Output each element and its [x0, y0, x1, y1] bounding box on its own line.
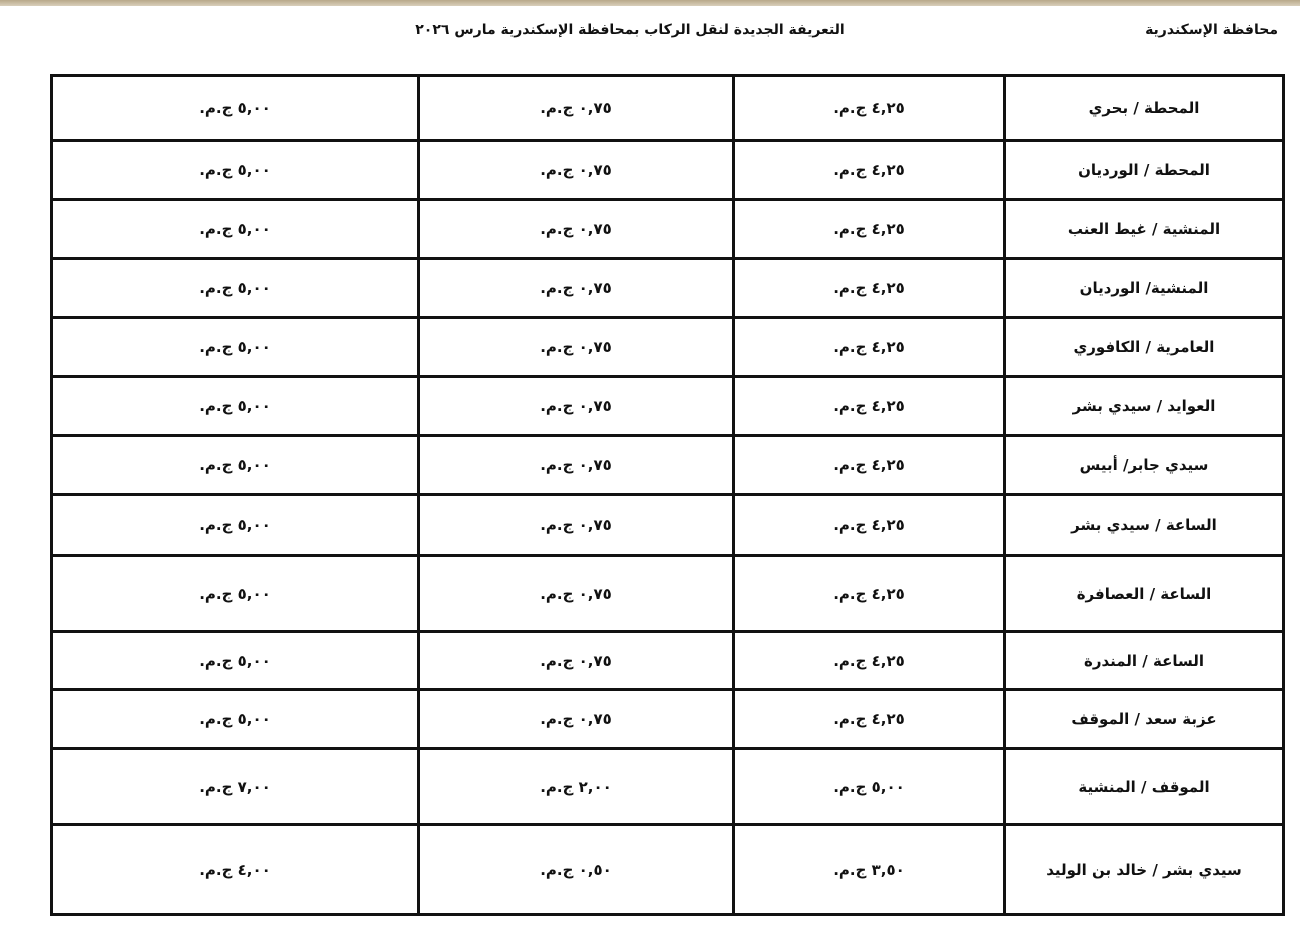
fare-cell: ٠,٥٠ ج.م. — [419, 825, 734, 915]
fare-cell: ٤,٢٥ ج.م. — [734, 318, 1005, 377]
fare-cell: ٠,٧٥ ج.م. — [419, 495, 734, 556]
route-cell: الساعة / المندرة — [1005, 632, 1284, 690]
table-row — [52, 495, 1284, 556]
table-row — [52, 556, 1284, 632]
fare-cell: ٠,٧٥ ج.م. — [419, 436, 734, 495]
fare-cell: ٠,٧٥ ج.م. — [419, 556, 734, 632]
fare-cell: ٥,٠٠ ج.م. — [52, 436, 419, 495]
fare-cell: ٤,٢٥ ج.م. — [734, 377, 1005, 436]
fare-cell: ٠,٧٥ ج.م. — [419, 632, 734, 690]
fare-cell: ٠,٧٥ ج.م. — [419, 318, 734, 377]
table-row — [52, 200, 1284, 259]
route-cell: عزبة سعد / الموقف — [1005, 690, 1284, 749]
fare-cell: ٧,٠٠ ج.م. — [52, 749, 419, 825]
fare-cell: ٥,٠٠ ج.م. — [52, 76, 419, 141]
fare-cell: ٢,٠٠ ج.م. — [419, 749, 734, 825]
fare-cell: ٤,٢٥ ج.م. — [734, 200, 1005, 259]
fare-cell: ٥,٠٠ ج.م. — [52, 200, 419, 259]
fare-cell: ٤,٢٥ ج.م. — [734, 259, 1005, 318]
table-row — [52, 76, 1284, 141]
fare-cell: ٥,٠٠ ج.م. — [52, 318, 419, 377]
table-row — [52, 825, 1284, 915]
table-row — [52, 259, 1284, 318]
fare-cell: ٤,٢٥ ج.م. — [734, 141, 1005, 200]
document-title: التعريفة الجديدة لنقل الركاب بمحافظة الإسكندرية مارس ٢٠٢٦ — [415, 22, 845, 38]
fare-cell: ٠,٧٥ ج.م. — [419, 377, 734, 436]
route-cell: العامرية / الكافوري — [1005, 318, 1284, 377]
fare-cell: ٠,٧٥ ج.م. — [419, 259, 734, 318]
fare-cell: ٣,٥٠ ج.م. — [734, 825, 1005, 915]
fare-cell: ٥,٠٠ ج.م. — [52, 556, 419, 632]
fare-cell: ٠,٧٥ ج.م. — [419, 200, 734, 259]
route-cell: الموقف / المنشية — [1005, 749, 1284, 825]
table-row — [52, 632, 1284, 690]
table-row — [52, 318, 1284, 377]
route-cell: المحطة / بحري — [1005, 76, 1284, 141]
route-cell: الساعة / سيدي بشر — [1005, 495, 1284, 556]
route-cell: سيدي جابر/ أبيس — [1005, 436, 1284, 495]
route-cell: الساعة / العصافرة — [1005, 556, 1284, 632]
fare-cell: ٥,٠٠ ج.م. — [52, 632, 419, 690]
fare-cell: ٥,٠٠ ج.م. — [734, 749, 1005, 825]
governorate-label: محافظة الإسكندرية — [1145, 22, 1278, 38]
fare-cell: ٥,٠٠ ج.م. — [52, 259, 419, 318]
fare-cell: ٥,٠٠ ج.م. — [52, 495, 419, 556]
table-row — [52, 690, 1284, 749]
route-cell: المحطة / الورديان — [1005, 141, 1284, 200]
fare-cell: ٤,٠٠ ج.م. — [52, 825, 419, 915]
route-cell: سيدي بشر / خالد بن الوليد — [1005, 825, 1284, 915]
fare-cell: ٤,٢٥ ج.م. — [734, 495, 1005, 556]
fare-cell: ٠,٧٥ ج.م. — [419, 76, 734, 141]
fare-cell: ٤,٢٥ ج.م. — [734, 690, 1005, 749]
fare-cell: ٤,٢٥ ج.م. — [734, 76, 1005, 141]
fare-table — [50, 74, 1285, 916]
fare-cell: ٠,٧٥ ج.م. — [419, 141, 734, 200]
fare-cell: ٥,٠٠ ج.م. — [52, 690, 419, 749]
top-border-band — [0, 0, 1300, 6]
route-cell: المنشية / غيط العنب — [1005, 200, 1284, 259]
fare-cell: ٥,٠٠ ج.م. — [52, 377, 419, 436]
fare-cell: ٤,٢٥ ج.م. — [734, 556, 1005, 632]
fare-cell: ٥,٠٠ ج.م. — [52, 141, 419, 200]
table-row — [52, 141, 1284, 200]
table-row — [52, 749, 1284, 825]
route-cell: العوايد / سيدي بشر — [1005, 377, 1284, 436]
route-cell: المنشية/ الورديان — [1005, 259, 1284, 318]
fare-cell: ٤,٢٥ ج.م. — [734, 632, 1005, 690]
table-row — [52, 377, 1284, 436]
table-row — [52, 436, 1284, 495]
fare-cell: ٤,٢٥ ج.م. — [734, 436, 1005, 495]
fare-cell: ٠,٧٥ ج.م. — [419, 690, 734, 749]
